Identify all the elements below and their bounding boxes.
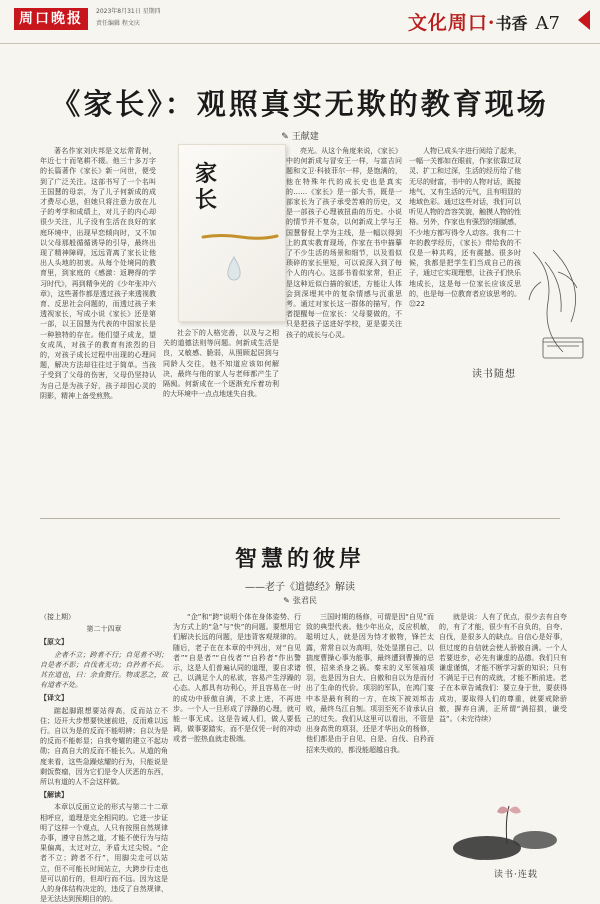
article1-column-2: 社会下的人格完善，以及与之相关的道德法则等问题。何新成生活是良，又敏感、脆弱，从照顾起居到与同龄人交往，他不知道应该如何解决，最终与他的家人与老师都产生了隔阂。何新成在一个逐渐充斥着功利的大环境中一点点地迷失自我。 [163,329,279,399]
article1-column-3: 亮光。从这个角度来说，《家长》中的何新成与冒安王一样，与富吉问题和文卫·科彼菲尔一样，是饱满的，他在特殊年代的成长史也是真实的……《家长》是一部大书，既是一部家长为了孩子承受苦难的历史，又是一部孩子心理被扭曲的历史。小说的情节并不复杂，以何新成上学与王国慧督促上学为主线，是一幅以得到上的真实教育现场，作家在书中描摹了不少生活的场景和细节，以及看似琐碎的家长里短，可以说深入到了每个人的内心。这部书看似家常，但正是这种近似白描的叙述，方能让人体会到深埋其中的复杂情感与沉重思考。通过对家长这一群体的描写，作者提醒每一位家长：父母要做的，不只是把孩子送进好学校，更是要关注孩子的成长与心灵。 [286,147,402,339]
translation-text: 踮起脚跟想要站得高，反而站立不住；迈开大步想要快速前进，反而难以远行。自以为是的反而不能明辨；自以为是的反而不能彰显；自我夸耀的建立不起功勋；自高自大的反而不能长久。从道的角度来看，这些急躁炫耀的行为，只能说是剩饭赘瘤，因为它们是令人厌恶的东西，所以有道的人不会这样做。 [40,706,168,787]
article1-column-1: 著名作家刘庆邦是文坛常青树，年近七十而笔耕不辍。他三十多万字的长篇著作《家长》新一问世，便受到了广泛关注。这部书写了一个名叫王国慧的母亲，为了儿子何新成的成才费尽心思，但她只将注意力放在儿子的考学和成绩上，对儿子的内心却很少关注，儿子没有生活在良好的家庭环境中，出现早恋倾向时，又不加以父母那般循循诱导的引导，最终出现了精神障碍，远远背离了家长让他出人头地的初衷。从每个处境同的教育里，到家庭的《感激：返聘得的学习时代》，再到精争光的《少年张冲六章》，这些著作都是透过孩子来透视教育、反思社会问题的，而透过孩子来透视家长，写成小说《家长》还是第一部，以王国慧为代表的中国家长是一种独特的存在。他们望子成龙，望女成凤，对孩子的教育有浓烈的目的，对孩子成长过程中出现的心理问题，解决方法却往往过于简单。当孩子受到了父母的伤害，父母仍坚持认为自己是为孩子好，孩子却因心灵的阴影，精神上备受煎熬。 [40,147,156,400]
water-drop-graphic [225,255,243,283]
article2-author: 张君民 [292,596,317,605]
continued-note: （接上期） [40,613,75,621]
subsection-name: 书香 [495,14,528,33]
page-tab-flag [578,10,590,30]
translation-heading: 【译文】 [40,694,68,703]
article1-section-label: 读书随想 [472,369,516,380]
section-name: 文化周口 [407,12,488,34]
page-number: A7 [535,13,560,34]
pen-icon: ✎ [281,132,289,142]
section-header [408,8,560,35]
article-separator [40,518,560,519]
article2-section-label: 读书·连载 [494,870,538,880]
brush-stroke-graphic [201,233,279,241]
article2-byline [0,595,600,606]
article1-title: 《家长》：观照真实无欺的教育现场 [51,87,549,121]
interpretation-text: 本章以反面立论的形式与第二十二章相呼应，道理是完全相同的。它进一步证明了这样一个观点，人只有按照自然规律办事，遵守自然之道，才能不使行为与结果偏离，太过对立，矛盾太过尖锐。“企者不立；跨者不行”，用脚尖走可以站立，但不可能长时间站立，大跨步行走也是可以前行的，但却行而不远。因为这是人的身体结构决定的，违反了自然规律，是无法达到预期目的的。 [40,803,168,904]
pen-icon: ✎ [283,596,290,605]
book-cover-title: 家长 [195,161,218,213]
editor-credit: 责任编辑 程文庆 [96,20,140,27]
article1-byline [0,129,600,142]
section-dot: · [487,12,496,34]
article2-column-3: 三国时期的杨修，可谓是因“自见”而致的典型代表。他少年出众，反应机敏，聪明过人，就是因为恃才傲物，锋芒太露，常常自以为高明，处处显摆自己，以揣度曹操心事为能事，最终遭到曹操的忌恨，招来杀身之祸。秦末的义军领袖项羽，也是因为自大、自傲和自以为是而付出了生命的代价。项羽的军队，在鸿门宴中本是最有利的一方，在垓下被刘邦击败，最终乌江自刎。项羽至死不肯承认自己的过失。我们从这里可以看出，不管是出身高贵的项羽，还是才华出众的杨修，他们都是由于自见、自是、自伐、自矜而招来失败的，都没能超越自我。 [306,613,434,754]
article2-column-4: 就是说：人有了优点，很少去有自夸的，有了才能，很少有不自负的，自夸、自伐，是很多人的缺点。自信心是好事，但过度的自信就会使人骄傲自满。一个人若要进步，必先有谦虚的品德。我们只有谦虚谨慎，才能不断学习新的知识；只有不满足于已有的成就，才能不断前进。老子在本章告诫我们：要立身于世，要获得成功，要取得人们的尊重，就要戒除骄傲，摒弃自满，正所谓“满招损，谦受益”。（未完待续） [439,613,567,724]
book-cover-image [178,144,286,322]
masthead [0,0,600,44]
article2-column-1 [40,612,168,904]
reading-sketch-illustration [523,242,593,370]
issue-date: 2023年8月31日 星期四 [96,8,161,15]
article2-subtitle: ——老子《道德经》解读 [245,582,355,593]
interpretation-heading: 【解读】 [40,791,68,800]
newspaper-logo: 周口晚报 [14,8,88,30]
original-heading: 【原文】 [40,638,68,647]
article1-author: 王献建 [291,132,319,142]
original-text: 企者不立；跨者不行；自见者不明；自是者不彰；自伐者无功；自矜者不长。其在道也，曰：余食赘行。物或恶之，故有道者不处。 [40,650,168,690]
article2-title: 智慧的彼岸 [234,546,365,572]
article1-column-4: 人物已成头字进行阅给了起来，一幅一关都如在眼前，作家依靠过双灵、扩工和过深，生活的经历给了他无尽的财富，书中的人物对话，既接地气，又有生活的元气，且有明显的地域色彩。通过这些对话，我们可以听见人物的音容笑貌，触摸人物的性格。另外，作家也有强烈的细腻感，不少地方都写得令人动容。我有二十年的教学经历，《家长》带给我的不仅是一种共鸣，还有震撼。很多时候，我都是把学生们当成自己的孩子，通过它实现理想，让孩子们快乐地成长，这是每一位家长应该反思的，也是每一位教育者应该思考的。㉒22 [409,147,521,309]
chapter-heading: 第二十四章 [86,625,122,634]
lotus-ink-illustration [447,800,567,870]
article2-column-2: “企”和“跨”说明个体在身体姿势、行为方式上的“急”与“快”的问题。要想用它们解决长远的问题，是违背客观规律的。随后，老子在在本章的中列出，对“自见者”“自是者”“自伐者”“自矜者”作出警示，这是人们普遍认同的道理，要自求诸己，以满足个人的私欲，容易产生浮躁的心态。人都具有功利心，并且容易在一时的成功中骄傲自满，不求上进，不再进步。一个人一旦形成了浮躁的心理，就可能一事无成。这是告诫人们，做人要低调，做事要踏实，而不是仅凭一时的冲动或者一腔热血就走极端。 [173,613,301,744]
